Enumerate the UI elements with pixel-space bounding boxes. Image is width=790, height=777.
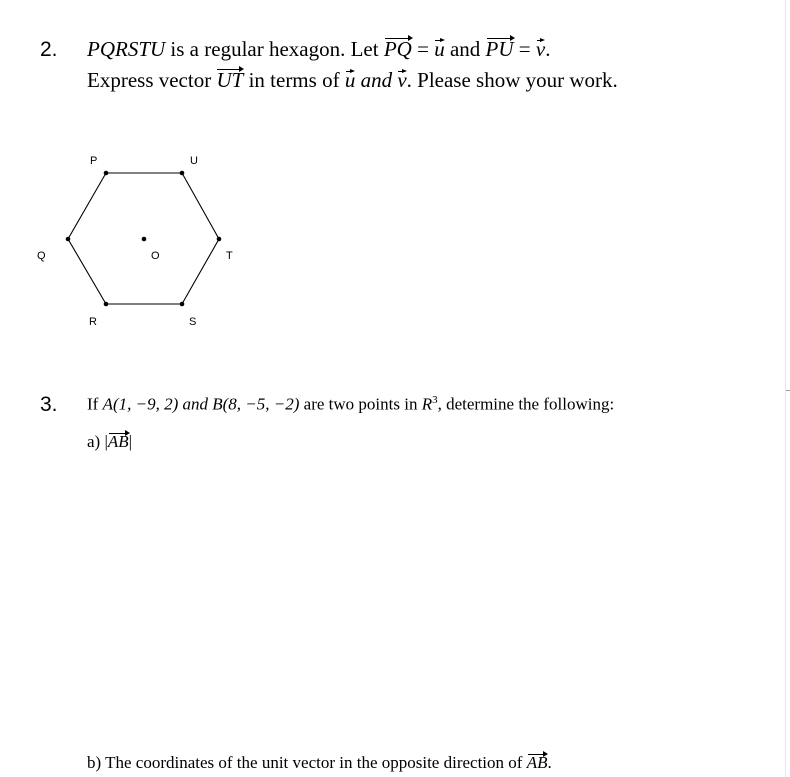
q2-eq: = bbox=[411, 37, 435, 61]
hexagon-name: PQRSTU bbox=[87, 37, 166, 61]
q2-show-work: . Please show your work. bbox=[406, 68, 618, 92]
label-u: U bbox=[190, 155, 198, 167]
label-t: T bbox=[226, 250, 233, 262]
point-b: B(8, −5, −2) bbox=[212, 394, 300, 414]
question-3-number: 3. bbox=[40, 393, 58, 416]
part-b-text: b) The coordinates of the unit vector in the opposite direction of bbox=[87, 753, 527, 772]
magnitude-bar-left: | bbox=[104, 432, 108, 451]
magnitude-bar-right: | bbox=[128, 432, 133, 451]
vector-u-2: u bbox=[344, 68, 356, 92]
q3-are-two-points: are two points in bbox=[299, 394, 422, 414]
vertex-t-dot bbox=[217, 237, 222, 242]
label-p: P bbox=[90, 155, 98, 167]
vertex-q-dot bbox=[66, 237, 71, 242]
label-q: Q bbox=[37, 250, 46, 262]
q2-period: . bbox=[545, 37, 551, 61]
center-o-dot bbox=[142, 237, 147, 242]
space-r: R bbox=[421, 394, 433, 414]
part-a-prefix: a) bbox=[87, 432, 105, 451]
label-o: O bbox=[151, 250, 160, 262]
point-a: A(1, −9, 2) bbox=[102, 394, 179, 414]
vector-ab-magnitude: AB bbox=[107, 432, 129, 451]
vector-v-2: v bbox=[397, 68, 407, 92]
vector-ut: UT bbox=[216, 68, 244, 92]
question-3b bbox=[87, 753, 552, 773]
vector-pu: PU bbox=[485, 37, 514, 61]
vector-u: u bbox=[434, 37, 445, 61]
q2-eq2: = bbox=[513, 37, 536, 61]
space-exponent: 3 bbox=[432, 394, 438, 406]
question-3a bbox=[87, 432, 132, 452]
q2-and: and bbox=[444, 37, 486, 61]
q2-and-2: and bbox=[355, 68, 398, 92]
vertex-r-dot bbox=[104, 302, 109, 307]
part-b-period: . bbox=[547, 753, 552, 772]
label-s: S bbox=[189, 316, 197, 328]
q2-express: Express vector bbox=[87, 68, 217, 92]
vector-ab-opposite: AB bbox=[526, 753, 548, 772]
q2-text: is a regular hexagon. Let bbox=[165, 37, 384, 61]
vertex-u-dot bbox=[180, 171, 185, 176]
question-3-intro bbox=[87, 394, 614, 415]
vertex-s-dot bbox=[180, 302, 185, 307]
q3-if: If bbox=[87, 394, 103, 414]
vector-pq: PQ bbox=[383, 37, 412, 61]
q2-terms: in terms of bbox=[243, 68, 345, 92]
q3-and: and bbox=[178, 394, 213, 414]
vector-v: v bbox=[535, 37, 546, 61]
vertex-p-dot bbox=[104, 171, 109, 176]
question-2-number: 2. bbox=[40, 38, 58, 61]
label-r: R bbox=[89, 316, 97, 328]
q3-determine: , determine the following: bbox=[437, 394, 615, 414]
